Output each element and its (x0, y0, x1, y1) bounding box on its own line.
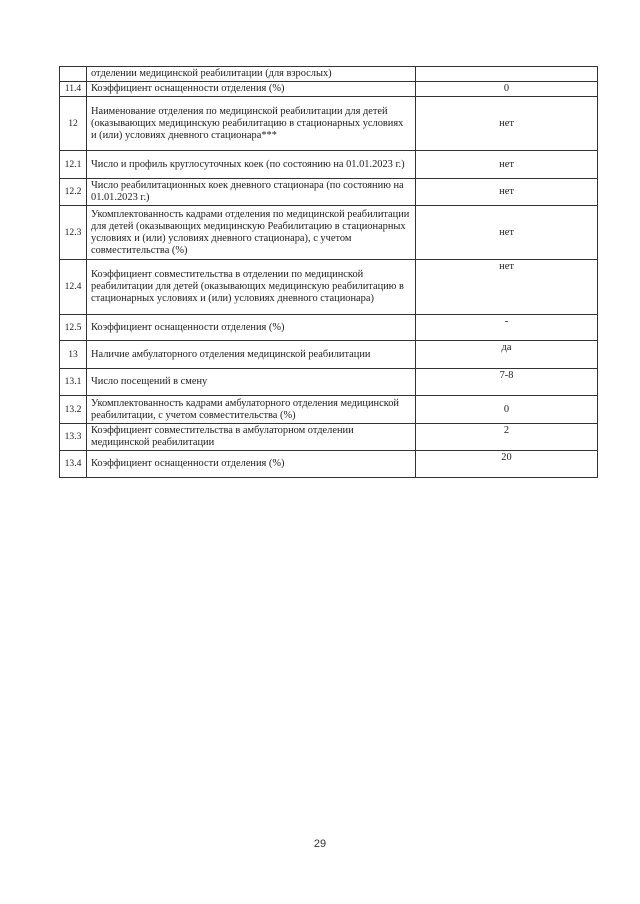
row-number: 12.4 (60, 260, 87, 315)
row-number: 11.4 (60, 82, 87, 97)
row-value: - (416, 315, 598, 341)
table-row (60, 82, 598, 97)
table-row (60, 341, 598, 369)
row-number: 12.5 (60, 315, 87, 341)
table-row (60, 97, 598, 151)
table-row (60, 451, 598, 478)
row-number: 13.1 (60, 369, 87, 396)
table-row (60, 424, 598, 451)
indicators-table (59, 66, 598, 478)
row-description: отделении медицинской реабилитации (для взрослых) (87, 67, 416, 82)
row-value (416, 67, 598, 82)
row-description: Укомплектованность кадрами отделения по медицинской реабилитации для детей (оказывающих медицинскую Реабилитацию в стационарных условиях и (или) условиях дневного стационара), с учетом совместительства (%) (87, 206, 416, 260)
row-description: Коэффициент совместительства в отделении по медицинской реабилитации для детей (оказывающих медицинскую реабилитацию в стационарных условиях и (или) условиях дневного стационара) (87, 260, 416, 315)
row-description: Наименование отделения по медицинской реабилитации для детей (оказывающих медицинскую реабилитацию в стационарных условиях и (или) условиях дневного стационара*** (87, 97, 416, 151)
row-value: нет (416, 151, 598, 179)
table-row (60, 179, 598, 206)
row-number: 13.4 (60, 451, 87, 478)
table-row (60, 67, 598, 82)
row-value: 2 (416, 424, 598, 451)
row-number: 12.1 (60, 151, 87, 179)
row-description: Число реабилитационных коек дневного стационара (по состоянию на 01.01.2023 г.) (87, 179, 416, 206)
row-value: 0 (416, 82, 598, 97)
page-number: 29 (313, 838, 327, 850)
row-description: Наличие амбулаторного отделения медицинской реабилитации (87, 341, 416, 369)
row-value: нет (416, 179, 598, 206)
row-description: Число и профиль круглосуточных коек (по состоянию на 01.01.2023 г.) (87, 151, 416, 179)
row-value: 0 (416, 396, 598, 424)
row-description: Коэффициент оснащенности отделения (%) (87, 315, 416, 341)
row-description: Коэффициент совместительства в амбулаторном отделении медицинской реабилитации (87, 424, 416, 451)
row-value: да (416, 341, 598, 369)
row-description: Число посещений в смену (87, 369, 416, 396)
row-number: 13 (60, 341, 87, 369)
row-number (60, 67, 87, 82)
row-number: 12 (60, 97, 87, 151)
row-value: нет (416, 260, 598, 315)
row-description: Коэффициент оснащенности отделения (%) (87, 451, 416, 478)
table-row (60, 315, 598, 341)
row-description: Укомплектованность кадрами амбулаторного отделения медицинской реабилитации, с учетом совместительства (%) (87, 396, 416, 424)
row-value: 7-8 (416, 369, 598, 396)
row-number: 13.2 (60, 396, 87, 424)
row-value: нет (416, 206, 598, 260)
row-description: Коэффициент оснащенности отделения (%) (87, 82, 416, 97)
table-row (60, 396, 598, 424)
table-row (60, 151, 598, 179)
table-row (60, 260, 598, 315)
row-number: 13.3 (60, 424, 87, 451)
row-value: нет (416, 97, 598, 151)
row-number: 12.2 (60, 179, 87, 206)
table-row (60, 206, 598, 260)
table-row (60, 369, 598, 396)
table-body (60, 67, 598, 478)
row-number: 12.3 (60, 206, 87, 260)
row-value: 20 (416, 451, 598, 478)
